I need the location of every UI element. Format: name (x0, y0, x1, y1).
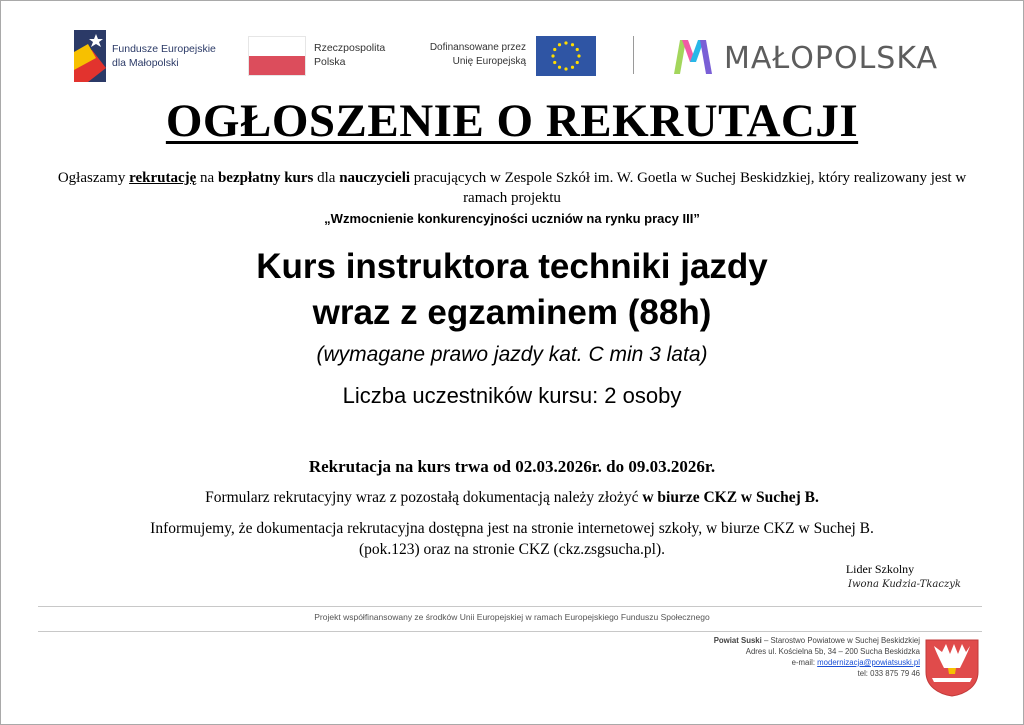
course-requirement: (wymagane prawo jazdy kat. C min 3 lata) (316, 343, 708, 366)
eu-star (551, 54, 554, 57)
documentation-info: Informujemy, że dokumentacja rekrutacyjna dostępna jest na stronie internetowej szkoły, w biurze CKZ w Suchej B. (pok.123) oraz na stronie CKZ (ckz.zsgsucha.pl). (150, 520, 874, 558)
footer-divider-bottom (38, 631, 982, 632)
eu-star (571, 66, 574, 69)
intro-paragraph: Ogłaszamy rekrutację na bezpłatny kurs dla nauczycieli pracujących w Zespole Szkół im. W. Goetla w Suchej Beskidzkiej, który realizowany jest w ramach projektu (57, 170, 967, 206)
participants-count: Liczba uczestników kursu: 2 osoby (342, 383, 682, 408)
fundusze-logo-icon (74, 30, 106, 82)
eu-star (577, 54, 580, 57)
leader-signature: Iwona Kudzia-Tkaczyk (848, 579, 961, 590)
course-title-line1: Kurs instruktora techniki jazdy (256, 247, 768, 286)
eu-star (571, 43, 574, 46)
logo-separator (633, 36, 634, 74)
contact-email-link[interactable]: modernizacja@powiatsuski.pl (817, 658, 920, 667)
course-title (0, 244, 1024, 336)
eu-funding-logo (414, 36, 604, 80)
footer-funding-note: Projekt współfinansowany ze środków Unii Europejskiej w ramach Europejskiego Funduszu Społecznego (314, 612, 710, 622)
malopolska-m-icon (672, 36, 716, 76)
page-title: OGŁOSZENIE O REKRUTACJI (165, 95, 859, 147)
footer-contact: Powiat Suski – Starostwo Powiatowe w Suchej Beskidzkiej Adres ul. Kościelna 5b, 34 – 200 Sucha Beskidzka e-mail: modernizacja@powiatsuski.pl tel: 033 875 79 46 (713, 636, 920, 678)
eu-star (576, 48, 579, 51)
project-name: „Wzmocnienie konkurencyjności uczniów na rynku pracy III” (324, 211, 700, 226)
eu-flag-icon (536, 36, 596, 76)
rzeczpospolita-logo (248, 36, 408, 80)
form-submission-info: Formularz rekrutacyjny wraz z pozostałą dokumentacją należy złożyć w biurze CKZ w Suchej B. (205, 489, 819, 506)
footer-divider-top (38, 606, 982, 607)
course-title-line2: wraz z egzaminem (88h) (312, 293, 712, 332)
eu-star (576, 61, 579, 64)
powiat-crest-icon (922, 638, 982, 698)
rzeczpospolita-logo-text: Rzeczpospolita Polska (314, 42, 386, 68)
eu-star (558, 43, 561, 46)
leader-title: Lider Szkolny (845, 562, 915, 576)
malopolska-logo-text: MAŁOPOLSKA (724, 41, 939, 76)
eu-star (558, 66, 561, 69)
polish-flag-icon (248, 36, 306, 76)
eu-star (564, 67, 567, 70)
recruitment-dates: Rekrutacja na kurs trwa od 02.03.2026r. do 09.03.2026r. (308, 457, 716, 476)
malopolska-logo (672, 36, 962, 80)
eu-logo-text: Dofinansowane przez Unię Europejską (429, 42, 526, 67)
eu-star (553, 48, 556, 51)
fundusze-europejskie-logo (74, 30, 234, 84)
eu-star (564, 41, 567, 44)
fundusze-logo-text: Fundusze Europejskie dla Małopolski (112, 43, 216, 69)
eu-star (553, 61, 556, 64)
